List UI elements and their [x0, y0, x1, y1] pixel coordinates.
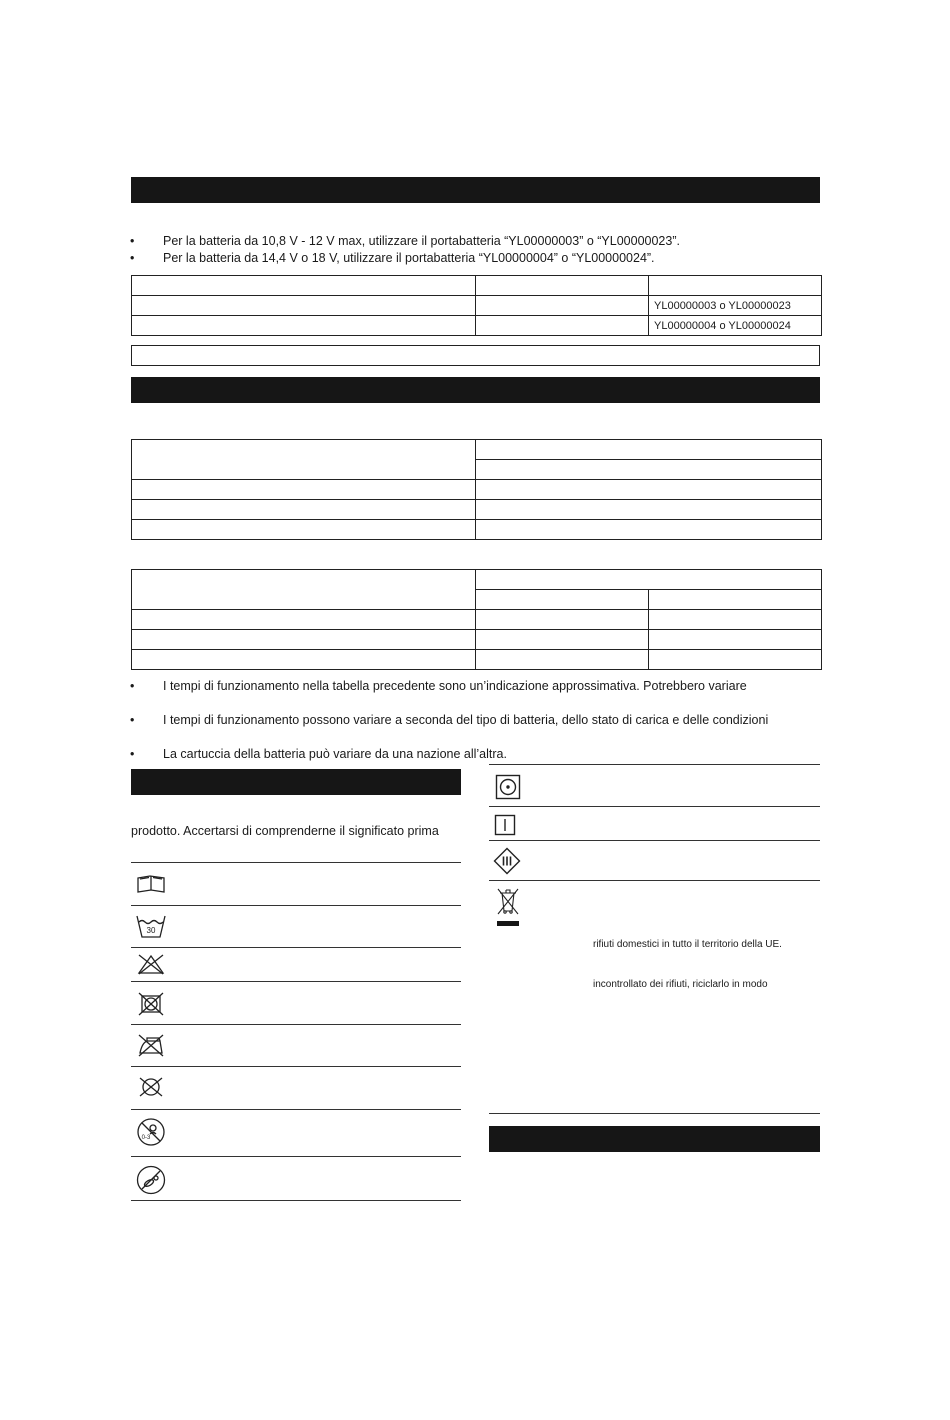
- table-cell: [476, 460, 822, 480]
- table-cell: [476, 500, 822, 520]
- book-icon: [136, 874, 166, 894]
- holder-code-cell: YL00000003 o YL00000023: [649, 296, 822, 316]
- divider: [131, 905, 461, 906]
- table-cell: [132, 276, 476, 296]
- table-row: [132, 480, 822, 500]
- table-cell: [649, 630, 822, 650]
- table-cell: [132, 296, 476, 316]
- divider: [131, 981, 461, 982]
- no-small-parts-icon: [136, 1164, 166, 1196]
- weee-text: rifiuti domestici in tutto il territorio della UE.: [593, 939, 782, 950]
- runtime-note: I tempi di funzionamento nella tabella precedente sono un’indicazione approssimativa. Potrebbero variare: [163, 679, 747, 693]
- table-cell: [476, 610, 649, 630]
- no-dry-clean-icon: [137, 1076, 165, 1098]
- tumble-dry-icon: [495, 774, 521, 800]
- table-cell: [476, 520, 822, 540]
- no-bleach-icon: [137, 953, 165, 975]
- runtime-table: [131, 569, 822, 670]
- table-cell: [649, 590, 822, 610]
- table-cell: [132, 630, 476, 650]
- holder-code-cell: YL00000004 o YL00000024: [649, 316, 822, 336]
- table-cell: [649, 650, 822, 670]
- battery-holder-table: [131, 275, 822, 336]
- weee-bar: [497, 921, 519, 926]
- wash-temperature-label: 30: [146, 926, 156, 935]
- age-0-3-warning-icon: [136, 1117, 166, 1147]
- table-row: [132, 316, 822, 336]
- specifications-table: [131, 439, 822, 540]
- runtime-note: I tempi di funzionamento possono variare a seconda del tipo di batteria, dello stato di carica e delle condizioni: [163, 713, 769, 727]
- table-cell: [132, 650, 476, 670]
- divider: [131, 1200, 461, 1201]
- table-row: [132, 296, 822, 316]
- table-cell: [132, 500, 476, 520]
- table-row: [132, 276, 822, 296]
- divider: [489, 840, 820, 841]
- section-header-bar: [131, 377, 820, 403]
- section-header-bar: [489, 1126, 820, 1152]
- table-row: [132, 440, 822, 460]
- divider: [131, 1024, 461, 1025]
- note-box: [131, 345, 820, 366]
- table-cell: [132, 610, 476, 630]
- divider: [131, 862, 461, 863]
- table-cell: [476, 316, 649, 336]
- table-cell: [132, 520, 476, 540]
- divider: [131, 1109, 461, 1110]
- table-cell: [649, 276, 822, 296]
- wash-30-icon: [136, 913, 166, 939]
- intro-bullet-text: Per la batteria da 14,4 V o 18 V, utilizzare il portabatteria “YL00000004” o “YL00000024”.: [163, 251, 655, 265]
- runtime-note: La cartuccia della batteria può variare da una nazione all’altra.: [163, 747, 507, 761]
- section-header-bar: [131, 177, 820, 203]
- table-cell: [476, 480, 822, 500]
- table-cell: [132, 480, 476, 500]
- bullet: •: [130, 251, 135, 265]
- table-row: [132, 650, 822, 670]
- section-header-bar: [131, 769, 461, 795]
- divider: [489, 880, 820, 881]
- table-row: [132, 630, 822, 650]
- bullet: •: [130, 679, 135, 693]
- divider: [489, 1113, 820, 1114]
- table-cell: [476, 650, 649, 670]
- table-row: [132, 500, 822, 520]
- table-cell: [476, 630, 649, 650]
- bullet: •: [130, 713, 135, 727]
- divider: [131, 1156, 461, 1157]
- table-row: [132, 610, 822, 630]
- table-row: [132, 570, 822, 590]
- symbols-intro-text: prodotto. Accertarsi di comprenderne il significato prima: [131, 824, 439, 838]
- bullet: •: [130, 747, 135, 761]
- class-iii-icon: [493, 847, 521, 875]
- table-cell: [649, 610, 822, 630]
- divider: [489, 764, 820, 765]
- table-cell: [476, 590, 649, 610]
- no-tumble-dry-icon: [138, 992, 164, 1016]
- table-cell: [476, 276, 649, 296]
- divider: [489, 806, 820, 807]
- table-cell: [476, 296, 649, 316]
- class-i-icon: [494, 814, 516, 836]
- table-cell: [132, 570, 476, 610]
- table-cell: [476, 570, 822, 590]
- weee-bin-icon: [496, 887, 520, 915]
- intro-bullet-text: Per la batteria da 10,8 V - 12 V max, utilizzare il portabatteria “YL00000003” o “YL00000023”.: [163, 234, 680, 248]
- bullet: •: [130, 234, 135, 248]
- table-cell: [132, 440, 476, 480]
- divider: [131, 947, 461, 948]
- table-cell: [476, 440, 822, 460]
- table-row: [132, 520, 822, 540]
- table-cell: [132, 316, 476, 336]
- age-range-label: 0-3: [141, 1135, 151, 1141]
- divider: [131, 1066, 461, 1067]
- weee-text: incontrollato dei rifiuti, riciclarlo in modo: [593, 979, 768, 990]
- no-iron-icon: [137, 1033, 165, 1057]
